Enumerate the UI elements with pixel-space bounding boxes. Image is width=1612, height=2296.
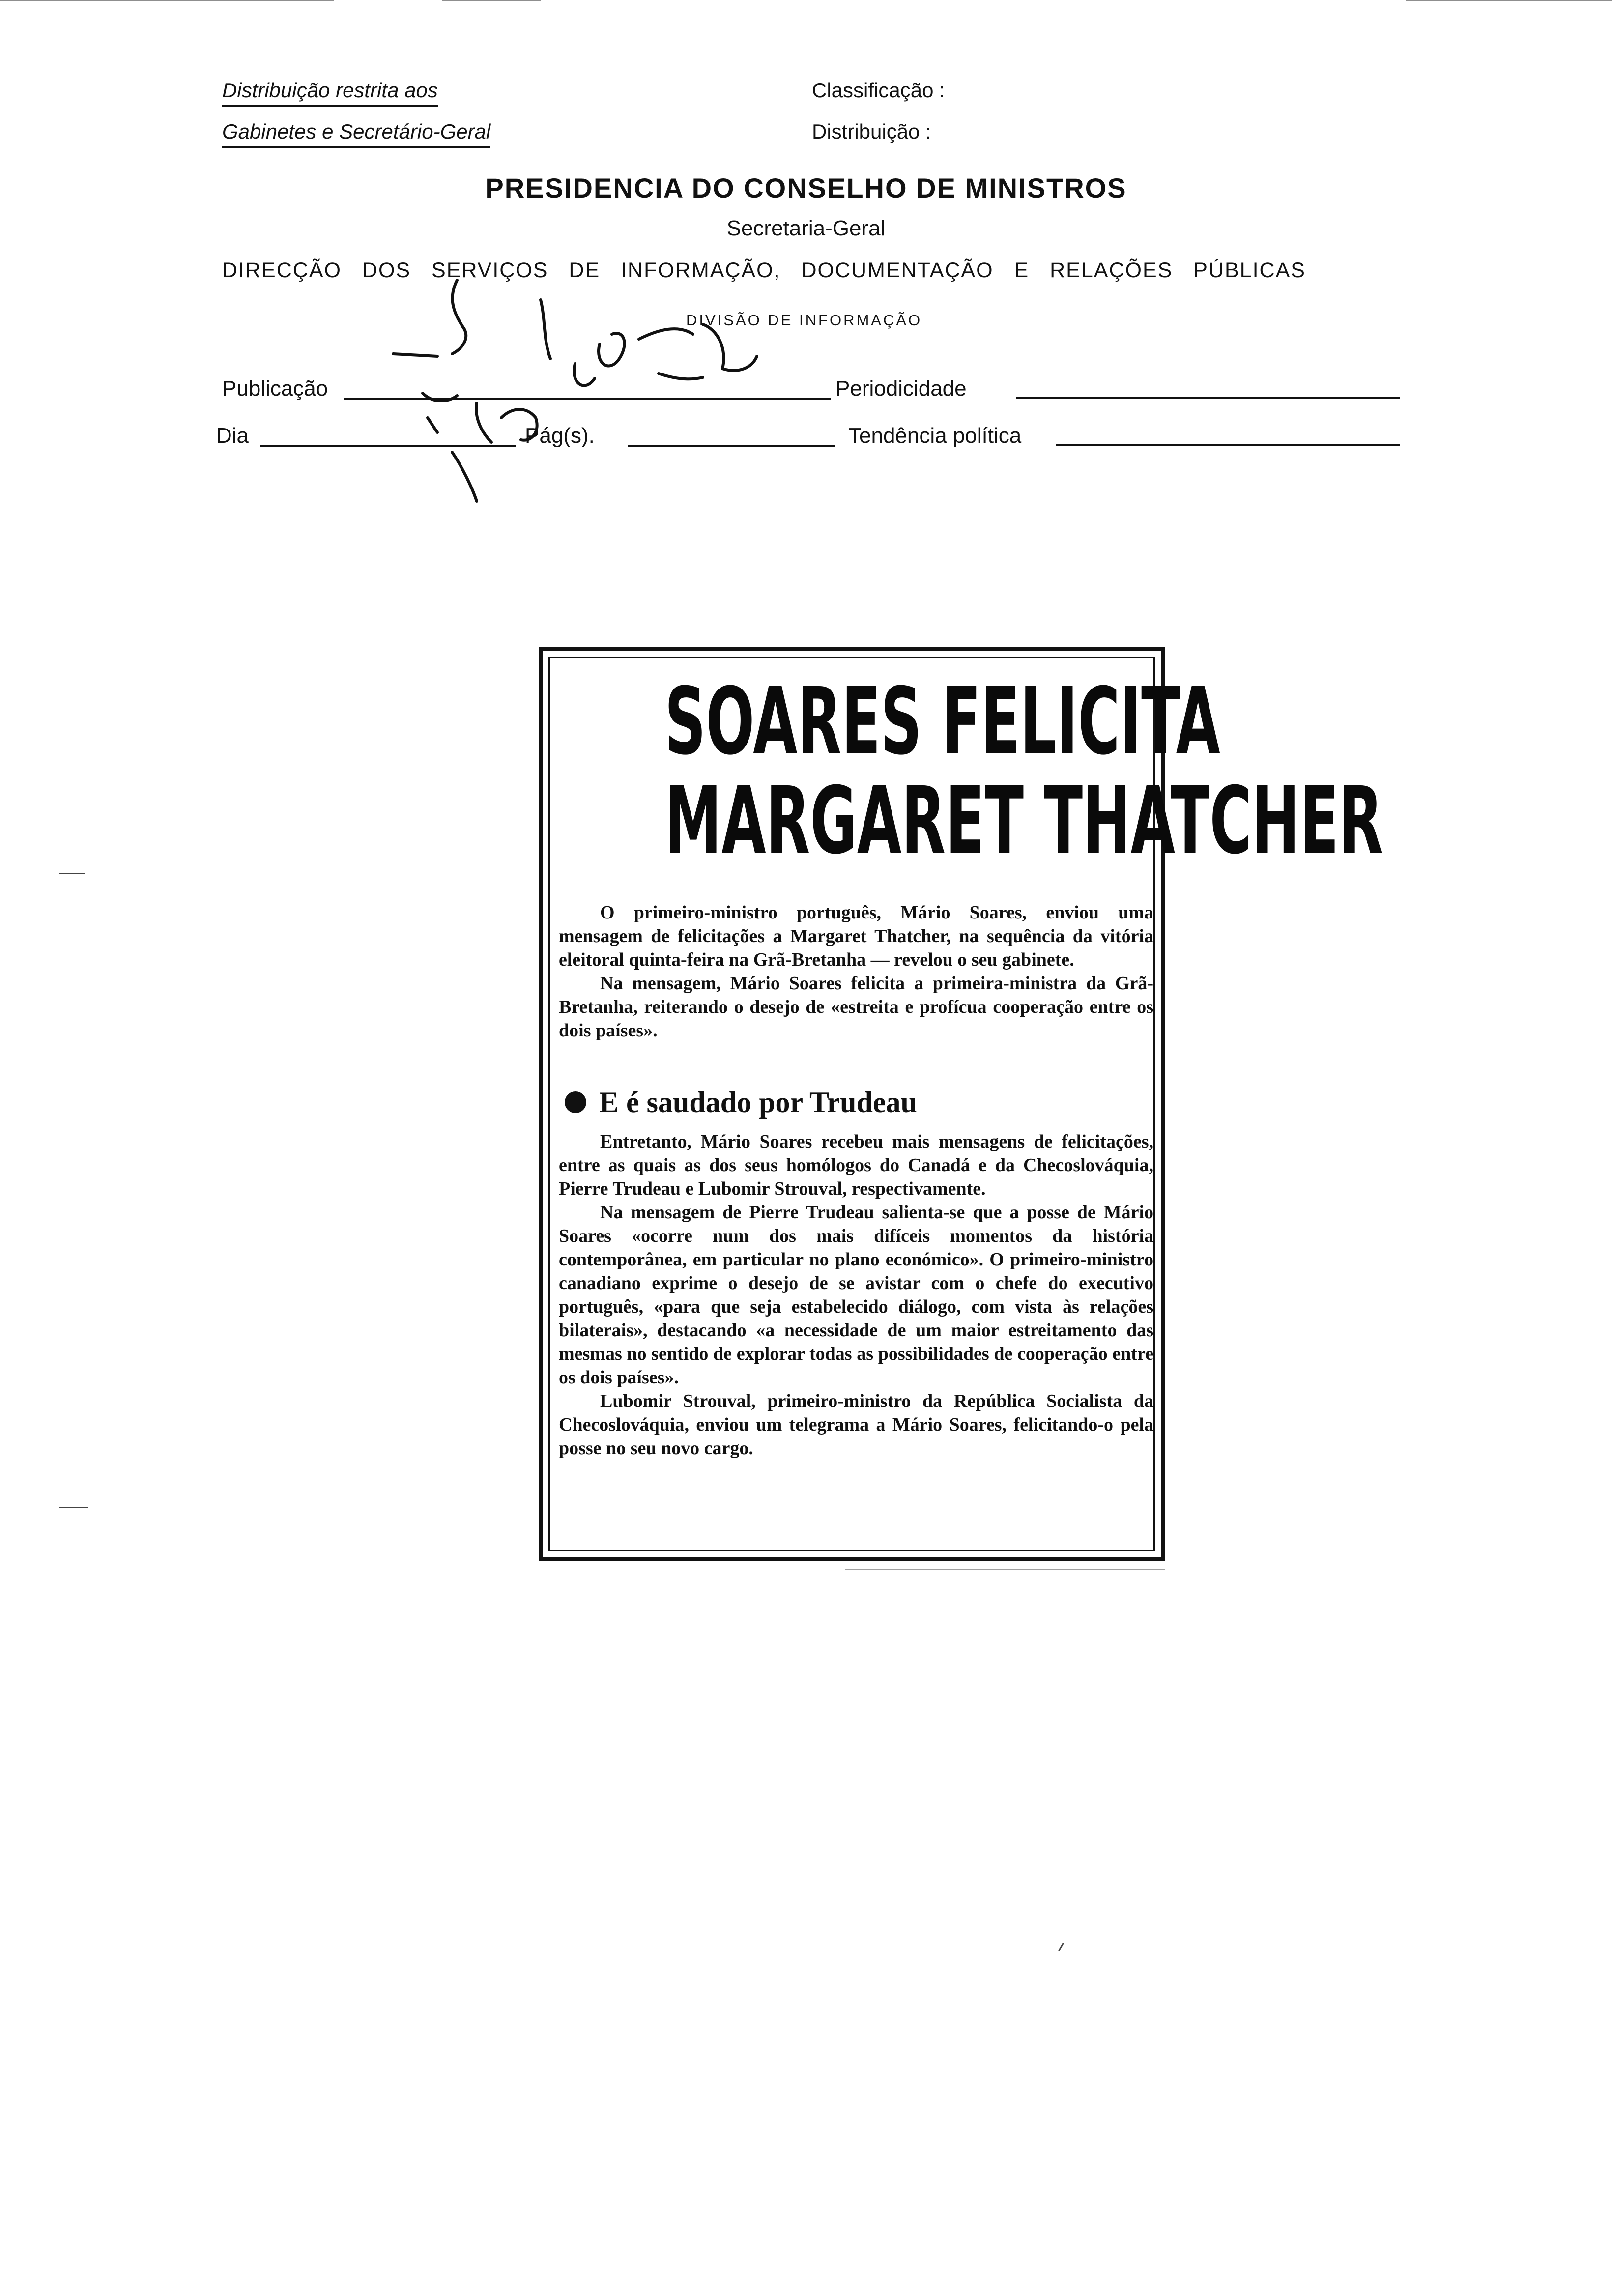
distribution-line-1: Distribuição restrita aos bbox=[222, 79, 438, 107]
bullet-icon bbox=[565, 1091, 586, 1113]
headline-line-1: SOARES FELICITA bbox=[664, 668, 1220, 775]
stray-mark bbox=[1058, 1943, 1064, 1951]
page-subtitle: Secretaria-Geral bbox=[726, 216, 886, 240]
margin-mark bbox=[59, 873, 85, 874]
article-intro bbox=[559, 901, 1153, 1042]
scan-edge-line bbox=[1406, 0, 1612, 1]
clipping-inner-border bbox=[548, 657, 1383, 1551]
margin-mark bbox=[59, 1507, 88, 1508]
page-title: PRESIDENCIA DO CONSELHO DE MINISTROS bbox=[485, 172, 1127, 203]
classificacao-label: Classificação : bbox=[812, 79, 945, 102]
article-paragraph: Na mensagem, Mário Soares felicita a primeira-ministra da Grã-Bretanha, reiterando o desejo de «estreita e profícua cooperação entre os dois países». bbox=[559, 973, 1153, 1041]
periodicidade-field-line bbox=[1016, 397, 1400, 399]
article-paragraph: Entretanto, Mário Soares recebeu mais mensagens de felicitações, entre as quais as dos seus homólogos do Canadá e da Checoslováquia, Pierre Trudeau e Lubomir Strouval, respectivamente. bbox=[559, 1131, 1153, 1199]
periodicidade-label: Periodicidade bbox=[835, 376, 967, 401]
article-subhead bbox=[565, 1086, 917, 1119]
handwritten-date-scribble bbox=[364, 256, 894, 511]
pags-label: Pág(s). bbox=[525, 424, 595, 448]
dia-label: Dia bbox=[216, 424, 249, 448]
distribution-line-2: Gabinetes e Secretário-Geral bbox=[222, 120, 490, 148]
clipping-edge-shadow bbox=[845, 1569, 1165, 1570]
scan-edge-line bbox=[442, 0, 541, 1]
tendencia-label: Tendência política bbox=[848, 424, 1022, 448]
article-paragraph: O primeiro-ministro português, Mário Soares, enviou uma mensagem de felicitações a Margaret Thatcher, na sequência da vitória eleitoral quinta-feira na Grã-Bretanha — revelou o seu gabinete. bbox=[559, 902, 1153, 970]
direccao-line: DIRECÇÃO DOS SERVIÇOS DE INFORMAÇÃO, DOCUMENTAÇÃO E RELAÇÕES PÚBLICAS bbox=[222, 258, 1306, 282]
divisao-line: DIVISÃO DE INFORMAÇÃO bbox=[686, 312, 922, 329]
newspaper-clipping bbox=[539, 647, 1383, 1561]
article-body bbox=[559, 1130, 1153, 1460]
scan-edge-line bbox=[0, 0, 334, 1]
distribuicao-label: Distribuição : bbox=[812, 120, 931, 143]
article-subhead-text: E é saudado por Trudeau bbox=[599, 1086, 917, 1119]
tendencia-field-line bbox=[1056, 444, 1400, 446]
headline-line-2: MARGARET THATCHER bbox=[664, 767, 1383, 875]
publicacao-label: Publicação bbox=[222, 376, 328, 401]
article-paragraph: Lubomir Strouval, primeiro-ministro da República Socialista da Checoslováquia, enviou um telegrama a Mário Soares, felicitando-o pela posse no seu novo cargo. bbox=[559, 1391, 1153, 1459]
article-paragraph: Na mensagem de Pierre Trudeau salienta-se que a posse de Mário Soares «ocorre num dos mais difíceis momentos da história contemporânea, em particular no plano económico». O primeiro-ministro canadiano exprime o desejo de se avistar com o chefe do executivo português, «para que seja estabelecido diálogo, com vista às relações bilaterais», destacando «a necessidade de um maior estreitamento das mesmas no sentido de explorar todas as possibilidades de cooperação entre os dois países». bbox=[559, 1202, 1153, 1388]
